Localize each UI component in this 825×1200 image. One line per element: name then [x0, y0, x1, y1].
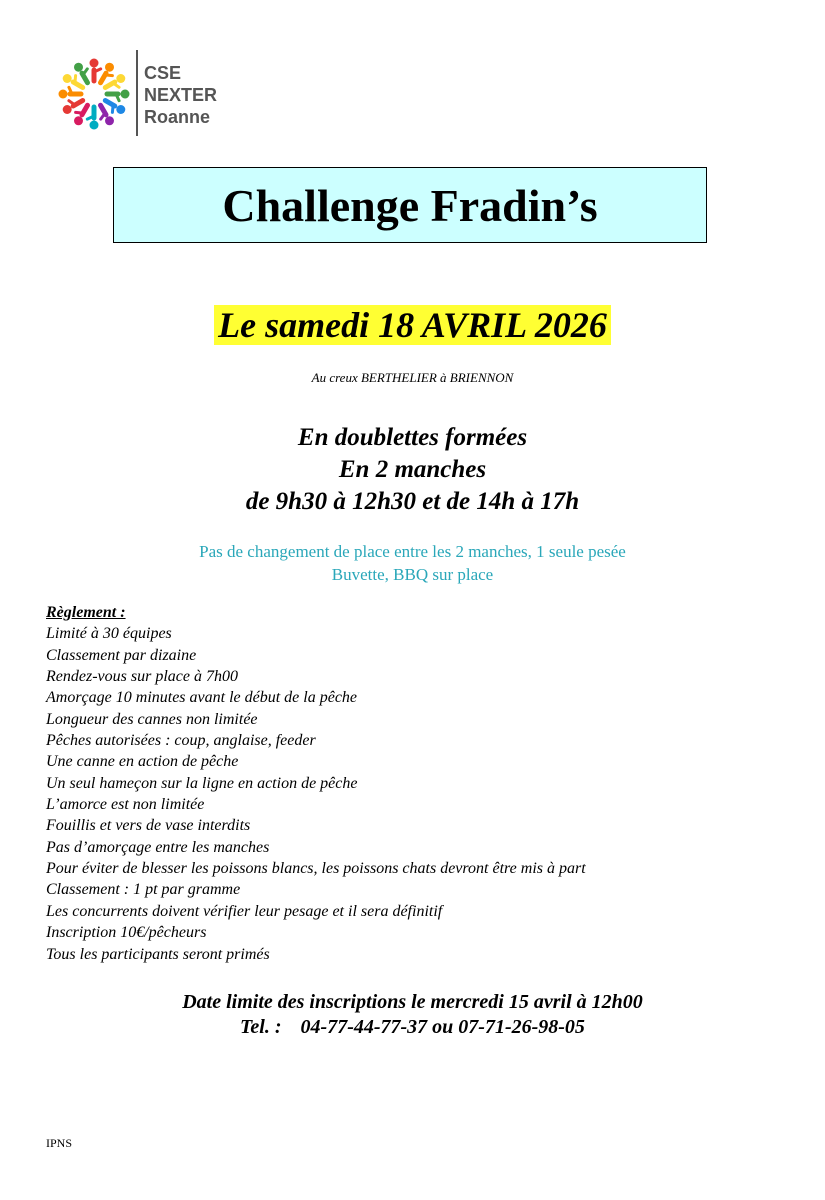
- rule-item: Rendez-vous sur place à 7h00: [46, 668, 238, 686]
- logo-person-head: [63, 105, 72, 114]
- registration-footer: [0, 990, 825, 1040]
- logo-person-arm: [112, 105, 113, 112]
- logo-person-arm: [69, 101, 75, 105]
- logo-person-head: [116, 105, 125, 114]
- logo-person-head: [105, 116, 114, 125]
- event-info: [0, 540, 825, 586]
- logo-line-nexter: NEXTER: [144, 85, 218, 105]
- info-line-1: Pas de changement de place entre les 2 manches, 1 seule pesée: [199, 542, 626, 561]
- rules-heading: Règlement :: [46, 604, 126, 621]
- logo-person-arm: [75, 76, 76, 83]
- logo-person-head: [105, 63, 114, 72]
- logo-person-head: [74, 116, 83, 125]
- logo-line-cse: CSE: [144, 63, 182, 83]
- logo-person-head: [116, 74, 125, 83]
- logo-line-roanne: Roanne: [144, 107, 211, 127]
- logo-person-arm: [101, 113, 105, 119]
- rule-item: Une canne en action de pêche: [46, 753, 239, 771]
- rule-item: Amorçage 10 minutes avant le début de la pêche: [46, 689, 358, 707]
- logo-person-arm: [105, 75, 112, 76]
- logo-person-head: [121, 90, 130, 99]
- logo-person-arm: [83, 69, 87, 75]
- logo-divider: [136, 50, 138, 136]
- rule-item: Pas d’amorçage entre les manches: [46, 838, 270, 856]
- logo-person-head: [74, 63, 83, 72]
- rule-item: Inscription 10€/pêcheurs: [46, 924, 207, 942]
- page-title: Challenge Fradin’s: [222, 179, 598, 231]
- contact-phone: [0, 1015, 825, 1040]
- ipns-mention: IPNS: [46, 1136, 73, 1150]
- title-box: [113, 167, 707, 243]
- logo-person-head: [90, 59, 99, 68]
- format-line-2: En 2 manches: [338, 456, 487, 483]
- rule-item: Les concurrents doivent vérifier leur pesage et il sera définitif: [46, 902, 443, 920]
- registration-deadline: Date limite des inscriptions le mercredi 15 avril à 12h00: [182, 991, 643, 1013]
- rule-item: Longueur des cannes non limitée: [46, 710, 258, 728]
- logo-text: [144, 62, 217, 128]
- rule-item: Tous les participants seront primés: [46, 945, 270, 963]
- rules-section: [46, 602, 586, 965]
- rule-item: Limité à 30 équipes: [46, 625, 172, 643]
- event-location: Au creux BERTHELIER à BRIENNON: [311, 370, 514, 385]
- info-line-2: Buvette, BBQ sur place: [331, 565, 494, 584]
- logo-person-head: [59, 90, 68, 99]
- rule-item: Un seul hameçon sur la ligne en action de pêche: [46, 774, 358, 792]
- event-date-text: Le samedi 18 AVRIL 2026: [214, 305, 611, 345]
- rule-item: Pêches autorisées : coup, anglaise, feeder: [46, 732, 316, 750]
- rule-item: Fouillis et vers de vase interdits: [46, 817, 251, 835]
- logo-person-head: [90, 121, 99, 130]
- rule-item: L’amorce est non limitée: [46, 796, 205, 814]
- rule-item: Classement : 1 pt par gramme: [46, 881, 241, 899]
- event-date: [0, 302, 825, 348]
- logo-person-arm: [76, 112, 83, 113]
- logo-person-arm: [113, 83, 119, 87]
- phone-numbers: 04-77-44-77-37 ou 07-71-26-98-05: [300, 1016, 585, 1038]
- event-format: [0, 422, 825, 518]
- format-line-3: de 9h30 à 12h30 et de 14h à 17h: [245, 488, 580, 515]
- rule-item: Classement par dizaine: [46, 646, 197, 664]
- format-line-1: En doublettes formées: [297, 424, 528, 451]
- rule-item: Pour éviter de blesser les poissons blancs, les poissons chats devront être mis à part: [46, 860, 586, 878]
- logo-person-head: [63, 74, 72, 83]
- phone-label: Tel. :: [240, 1016, 282, 1038]
